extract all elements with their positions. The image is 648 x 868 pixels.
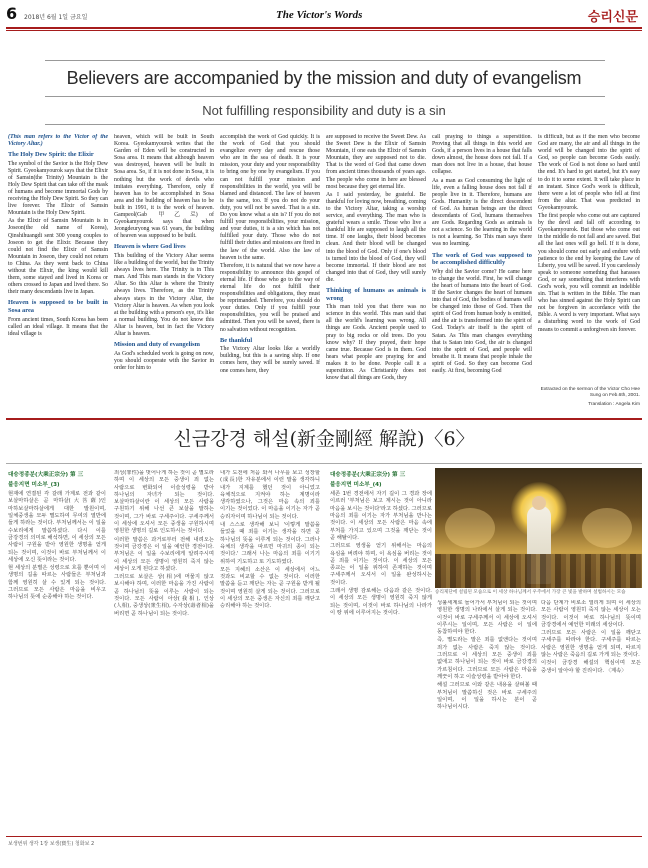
paragraph: heaven, which will be built in South Korea. Gyeokamyourok writes that the Garden of Eden will be constructed in Sosa area. It means that although heaven was destroyed, heaven will be built in Sosa area. So, if it is not done in Sosa, it is nothing but the work of devils who imitates everything. Therefore, only if heaven has to be accomplished in Sosa area and the building of heaven has to be built in 1991, it is the work of heaven. Gampeol(Gab 甲乙로) of Gyeokamyourok says that when Jeongdeuryong was 61 years, the building of heaven was supposed to be built. <box>114 134 214 240</box>
paragraph: are supposed to receive the Sweet Dew. As the Sweet Dew is the Elixir of Samsin Mountain, if one eats the Elixir of Samsin Mountain, they are supposed not to die. That is the word of God that came down from ancient times thousands of years ago. The people who come in here are blessed most because they get eternal life. <box>326 134 426 190</box>
footer-rule <box>6 836 642 837</box>
korean-column-3 <box>220 470 320 832</box>
paragraph: 즉, 멸도라는 말은 죄를 없앤다는 것이며 죄가 없는 사람은 죽지 않는 것이다. 그러므로 이 세상의 모든 중생이 죄를 없애고 하나님이 되는 것이 바로 금강경의 가르침이다. 그러므로 모든 사람은 마음을 깨끗이 하고 이슬성령을 받아야 한다. <box>437 637 537 680</box>
headline: Believers are accompanied by the mission and duty of evangelism <box>66 68 582 88</box>
subheadline: Not fulfilling responsibility and duty is a sin <box>202 103 446 118</box>
page-number: 6 <box>6 4 18 23</box>
page-footer: 보생번위 생각 1장 보생(寶生) 청화보 2 <box>8 841 95 847</box>
header-rule-thin <box>6 30 642 31</box>
english-column-2 <box>114 134 214 404</box>
paragraph: 이것이 금강경 해설의 핵심이며 모든 중생이 알아야 할 진리이다. 〈계속〉 <box>541 660 641 674</box>
paragraph: 현재에 연결된 각 갈래 가계로 전과 같이 보살마하살은 곧 마하살(大菩薩)인 마하보살마하살에게 대한 발원이며, 일체중생을 모두 멸도하여 무여의 열반에 들게 하라는 것이다. 부처님께서는 이 일을 수보리에게 말씀하셨다. 다시 이를 금강경의 의미로 해석하면, 이 세상의 모든 사람이 구원을 받아 영원한 생명을 얻게 되는 것이며, 이것이 바로 부처님께서 이 세상에 오신 뜻이라는 것이다. <box>8 491 106 563</box>
paragraph: This building of the Victory Altar seems like a building of the world, but the Trinity always lives here. The Trinity is in This man. And This man stands in the Victory Altar. So this Altar is where the Trinity always lives. Therefore, as the Trinity always stays in the Victory Altar, the Victory Altar is heaven. As when you look at the building with a person's eye, it's like a normal building. You do not know this Altar is heaven, but in fact the Victory Altar is heaven. <box>114 253 214 338</box>
paper-name-korean: 승리신문 <box>587 10 638 25</box>
paragraph: Why did the Savior come? He came here to change the world. First, he will change the heart of humans into the heart of God. If the Savior changes the heart of humans into that of God, the bodies of humans will be changed into those of God. Then the spirit of God from human body is emitted, and the air is transformed into the spirit of God. Today's air itself is the spirit of Satan. As This man changes everything that is Satan into God, the air is changed into the spirit of God, and people will breathe it. It means that people inhale the spirit of God. So they can become God easily. At first, becoming God <box>432 268 532 374</box>
article-intro: (This man refers to the Victor of the Victory Altar.) <box>8 134 108 147</box>
paragraph: The first people who come out are captured by the devil and fall off according to Gyeokamyourok. But those who come out in the middle do not fall and are saved. But all the last ones will go hell. If it is done, you should come out early and endure with patience to the end by keeping the Law of Liberty, you will be saved. If you carelessly speak to someone something that harasses God, or say something that interferes with God's work, you will commit an indelible sin. That is written in the Bible. The man who has sinned against the Holy Spirit can not be forgiven in accordance with the Bible. A word is very important. What says a disturbing word to the work of God means to commit a unforgiven sin forever. <box>538 213 640 333</box>
headline-rule-middle <box>45 96 605 97</box>
section-heading: The work of God was supposed to be accomplished difficultly <box>432 251 532 267</box>
paragraph: 그래서 생명 감로해는 다음과 같은 것이다. 이 세상의 모든 생명이 영원히 죽지 않게 되는 것이며, 이것이 바로 하나님의 나라가 이 땅 위에 이루어지는 것이다. <box>330 588 432 616</box>
korean-column-4 <box>330 470 432 832</box>
paragraph: As I said yesterday, be grateful. Be thankful for loving now, breathing, coming to the Victory Altar, taking a worship service, and everything. The man who is grateful wears a smile. Those who live a thankful life are supposed to laugh all the time. If one laughs, their blood becomes clean. And their blood will be changed into the blood of God. Only if one's blood is turned into the blood of God, they will become immortal. If their blood are not changed into that of God, they will surely die. <box>326 191 426 283</box>
paragraph: 모든 지혜의 소산은 이 세상에서 어느 것과도 비교할 수 없는 것이다. 이러한 말씀을 듣고 깨닫는 자는 곧 구원을 받게 될 것이며 영원히 살게 되는 것이다. 그러므로 이 세상의 모든 중생은 자신의 죄를 깨닫고 승리해야 하는 것이다. <box>220 566 320 610</box>
paragraph: 내가 도전에 처음 와서 나무를 보고 성장할(成長)한 자유분에서 이런 말을 생각하니 내가 지계를 했던 것이 아니었고 육체적으로 지켜야 하는 계명이라 생각하였으나, 그것은 마음 속의 죄를 이기는 것이었다. 이 마음을 이기는 자가 곧 승리자이며 하나님이 되는 것이다. <box>220 470 320 520</box>
paragraph: 죄성(罪性)을 벗어나게 하는 것이 곧 멸도라 하며 이 세상의 모든 중생이 죄 없는 사람으로 변화되어 이슬성령을 받아 하나님의 자녀가 되는 것이다. 보살마하살이란 이 세상의 모든 사람을 구원하기 위해 나선 큰 보살을 말하는 것이며, 그가 바로 구세주이다. 구세주께서 이 세상에 오셔서 모든 중생을 구원하시며 영원한 생명의 길로 인도하시는 것이다. <box>114 470 214 535</box>
paragraph: 세존 1번 경전에서 자기 길이 그 경과 장에 이르러 '부처님은 보고 계시는 것이 아니라 마음을 보시는 것이다'라고 하셨다. 그러므로 마음의 죄를 이기는 자가 부처님을 만나는 것이다. 이 세상의 모든 사람은 마음 속에 부처를 가지고 있으며 그것을 깨닫는 것이 곧 해탈이다. <box>330 491 432 541</box>
photo-light-left <box>445 508 495 548</box>
section-heading: Mission and duty of evangelism <box>114 341 200 349</box>
english-column-3 <box>220 134 320 404</box>
korean-column-6 <box>541 600 641 832</box>
paragraph: As a man as God consuming the light of life, even a falling house does not fall if people live in it. Therefore, humans are Gods. Humanity is the direct descendent of God. As human beings are the direct descendants of God, humans themselves are Gods. Regarding Gods as animals is not a science. So the learning in the world is not a learning. So This man says there was no learning. <box>432 177 532 248</box>
paragraph: 내 스스로 생각해 보니 '이렇게 말씀을 들었을 때 죄를 이기는 생각을 하면 곧 하나님의 뜻을 이루게 되는 것이다. 그러나 육체의 생각을 따르면 마귀의 종이 되는 것이다.' 그래서 나는 마음의 죄를 이기기 위하여 기도하고 또 기도하였다. <box>220 522 320 565</box>
english-column-5 <box>432 134 532 404</box>
page-header <box>6 4 642 26</box>
credits <box>538 387 640 408</box>
headline-rule-bottom <box>45 124 605 125</box>
paragraph: 그러므로 모든 사람은 이 일을 깨닫고 구세주를 따라야 한다. 구세주를 따르는 사람은 영원한 생명을 얻게 되며, 따르지 않는 사람은 죽음의 길로 가게 되는 것이다. <box>541 630 641 659</box>
paragraph: 성불세계로 들어가서 부처님이 되는 것이며 영원한 생명의 나라에서 살게 되는 것이다. 이것이 바로 구세주께서 이 세상에 오셔서 이루시는 일이며, 모든 사람은 이 일에 동참하여야 한다. <box>437 600 537 636</box>
paragraph: As the Elixir of Samsin Mountain is in Joseon(the old name of Korea), Qinshihuangdi sent 300 young couples to Joseon to get the Elixir. Because they could not find the Elixir of Samsin Mountain in Joseon, they could not return to China. As they went back to China without the Elixir, the king would kill them, some stayed and lived in Korea or others crossed to Japan and lived there. So their many descendants live in Japan. <box>8 218 108 296</box>
section-heading: The Holy Dew Spirit: the Elixir <box>8 151 94 158</box>
photo-caption: 승리제단에 설립된 모습으로 이 세상 하나님께서 우주에서 가장 큰 빛을 발하며 설법하시는 모습 <box>435 590 626 595</box>
paragraph: From ancient times, South Korea has been called an ideal village. It means that the ideal village is <box>8 316 108 337</box>
photo-figure-head <box>532 496 546 510</box>
korean-title-rule <box>6 463 642 464</box>
photo-light-right <box>582 508 632 548</box>
paragraph: accomplish the work of God quickly. It is the work of God that you should evangelize every day and rescue those who are in the sea of death. It is your mission, your duty and your responsibility to bring one by one by evangelism. If you can not fulfill your mission and responsibilities in the world, you will be blamed and distanced. The law of heaven is the same, too. If you do not do your duty, you will not be saved. That is a sin. Do you know what a sin is? If you do not fulfill your responsibilities, your mission, and your duties, it is a sin which has not fulfilled your duty. Those who do not fulfill their duties and missions are fired in the law of the world. Also the law of heaven is the same. <box>220 134 320 261</box>
issue-date: 2018년 6월 1일 금요일 <box>24 14 88 21</box>
korean-column-1 <box>8 470 106 832</box>
credit-source: Extracted on the sermon of the Victor Cho Hee Sung on Feb.6th, 2001. <box>540 387 640 398</box>
paragraph: 그러므로 영생을 얻기 위해서는 마음의 욕심을 버려야 하며, 이 욕심을 버리는 것이 곧 죄를 이기는 것이다. 이 세상의 모든 종교는 이 일을 위하여 존재하는 것이며 구세주께서 오셔서 이 일을 완성하시는 것이다. <box>330 543 432 586</box>
header-rule <box>6 27 642 29</box>
korean-column-5 <box>437 600 537 832</box>
section-heading: Thinking of humans as animals is wrong <box>326 286 426 302</box>
paragraph: call praying to things a superstition. Proving that all things in this world are Gods, if a person lives in a house that falls down almost, the house does not fall. If a man does not live in a house, that house collapse. <box>432 134 532 176</box>
section-heading: Heaven is where God lives <box>114 243 186 251</box>
photo-crowd <box>435 554 642 588</box>
paragraph: The symbol of the Savior is the Holy Dew Spirit. Gyeokamyourok says that the Elixir of Samsin(the Trinity) Mountain is the Holy Dew Spirit that can take off the mask of humans and become immortal Gods by receiving the Holy Dew Spirit. So they can live forever. The Elixir of Samsin Mountain is the Holy Dew Spirit. <box>8 160 108 217</box>
paragraph: This man told you that there was no science in this world. This man said that all the world's learning was wrong. All things are Gods. Ancient people used to pray to big rocks or old trees. Do you know why? If they prayed, their hope came true. Because God is in them. God hears what people are praying for and makes it to be done. People call it a superstition. As Christianity does not know that all things are Gods, they <box>326 304 426 382</box>
section-heading: Be thankful <box>220 336 253 344</box>
paragraph: 그러므로 보살은 상(相)에 머물지 않고 보시해야 하며, 이러한 마음을 가진 사람이 곧 하나님의 뜻을 이루는 사람이 되는 것이다. 모든 사람이 아상(我相), 인상(人相), 중생상(衆生相), 수자상(壽者相)을 버리면 곧 하나님이 되는 것이다. <box>114 574 214 617</box>
paragraph: 이러한 말씀은 과거로부터 전해 내려오는 것이며 금강경은 이 일을 예언한 경전이다. 부처님은 이 일을 수보리에게 알려주시며 이 세상의 모든 생명이 영원히 죽지 않는 세상이 오게 된다고 하셨다. <box>114 536 214 572</box>
section-heading: Heaven is supposed to be built in Sosa area <box>8 299 108 314</box>
paragraph: Therefore, it is natural that we now have a responsibility to announce this gospel of eternal life. If those who go to the way of eternal life do not fulfill their responsibilities and obligations, they must be reprimanded. Therefore, you should do your duties. Only if you fulfill your responsibilities, you will be praised and admitted. Then you will be saved, there is no salvation without recognition. <box>220 262 320 333</box>
paragraph: 다음 단계가 비로소 열리게 되며 이 세상의 모든 사람이 영원히 죽지 않는 세상이 오는 것이다. 이것이 바로 하나님의 뜻이며 금강경에서 예언한 미래의 세상이다. <box>541 600 641 628</box>
english-column-4 <box>326 134 426 404</box>
section-heading: 불응지면 미소부_(4) <box>330 481 382 488</box>
english-column-1 <box>8 134 108 404</box>
credit-translation: Translation : Angela Kim <box>588 402 640 407</box>
paragraph: The Victory Altar looks like a worldly building, but this is a saving ship. If one comes here, they will be surely saved. If one comes here, they <box>220 346 320 374</box>
paper-name: The Victor's Words <box>276 9 363 21</box>
sermon-photo <box>435 468 642 588</box>
paragraph: As God's scheduled work is going on now, you should cooperate with the Savior in order for him to <box>114 350 214 371</box>
paragraph: is difficult, but as if the men who become God are many, the air and all things in the world will be changed into the spirit of God, so people can become Gods easily. The work of God is not done so hard until the end. It's hard to get started, but it's easy to do it to some extent. It will take place in an instant. Since God's work is difficult, there were a lot of people who fell at first from the altar. That was predicted in Gyeokamyourok. <box>538 134 640 211</box>
korean-column-2 <box>114 470 214 832</box>
headline-rule-top <box>45 60 605 61</box>
korean-section-title: 신금강경 해설(新金剛經 解說)〈6〉 <box>173 428 475 450</box>
section-heading: 불응지면 미소부_(3) <box>8 481 60 488</box>
section-heading: 대승정종분(大乘正宗分) 第 三 <box>8 472 84 478</box>
section-heading: 대승정종분(大乘正宗分) 第 三 <box>330 472 406 478</box>
paragraph: 현 세상의 분별은 성령으로 흐를 뿐이며 이 생명의 길을 따르는 사람들은 부처님과 함께 영원히 살 수 있게 되는 것이다. 그러므로 모든 사람은 마음을 비우고 하나님의 뜻에 순종해야 하는 것이다. <box>8 565 106 601</box>
paragraph: 해설 그러므로 이와 같은 내용을 살펴볼 때 부처님이 말씀하신 것은 바로 구세주의 일이며, 이 일을 하시는 분이 곧 하나님이시다. <box>437 682 537 711</box>
english-column-6 <box>538 134 640 404</box>
